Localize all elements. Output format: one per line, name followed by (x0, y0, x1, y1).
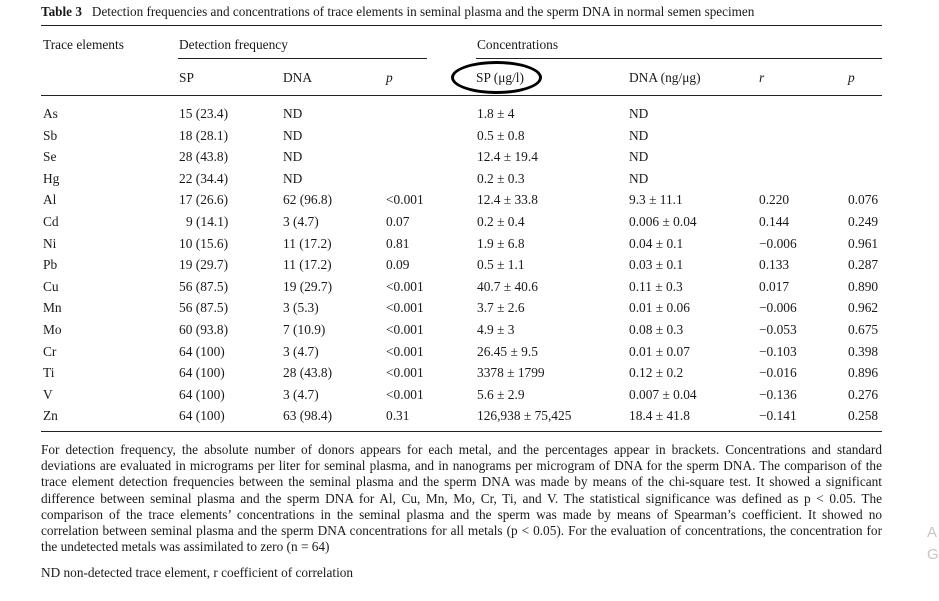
cell-detection-sp: 15 (23.4) (179, 106, 229, 121)
cell-concentration-sp: 4.9 ± 3 (477, 322, 515, 337)
table-title: Detection frequencies and concentrations of trace elements in seminal plasma and the sperm DNA in normal semen specimen (91, 4, 755, 19)
cell-correlation-p: 0.249 (848, 214, 879, 229)
cell-detection-sp: 19 (29.7) (179, 257, 229, 273)
cell-detection-dna: 19 (29.7) (283, 278, 333, 294)
header-detection-frequency: Detection frequency (179, 37, 288, 52)
cell-detection-sp: 56 (87.5) (179, 300, 229, 316)
cell-element: Se (43, 149, 57, 165)
cell-concentration-dna: 0.12 ± 0.2 (629, 365, 684, 381)
footnote-abbreviations: ND non-detected trace element, r coefficient of correlation (41, 565, 354, 580)
cell-element: Sb (43, 127, 58, 143)
cell-element: Ni (43, 235, 57, 251)
cell-concentration-dna: 0.08 ± 0.3 (629, 322, 684, 337)
cell-detection-dna: 7 (10.9) (283, 322, 326, 337)
cell-correlation-r: 0.133 (759, 257, 790, 273)
cell-detection-dna: 3 (4.7) (283, 343, 319, 359)
cell-detection-p: 0.09 (386, 257, 410, 273)
cell-element: Cu (43, 278, 59, 294)
header-p2: p (848, 70, 855, 85)
cell-correlation-r: −0.141 (759, 408, 797, 424)
cell-detection-dna: 62 (96.8) (283, 192, 333, 208)
cell-correlation-r: −0.006 (759, 235, 797, 251)
top-rule (41, 25, 882, 26)
cell-element: Al (43, 192, 57, 208)
cell-concentration-dna: 0.007 ± 0.04 (629, 386, 697, 402)
cell-element: Ti (43, 365, 55, 381)
cell-detection-dna: 63 (98.4) (283, 408, 333, 424)
cell-concentration-sp: 1.9 ± 6.8 (477, 235, 525, 251)
header-trace-elements: Trace elements (43, 37, 124, 52)
cell-element: V (43, 386, 53, 402)
cell-detection-dna: ND (283, 149, 303, 165)
cell-concentration-sp: 3.7 ± 2.6 (477, 300, 525, 316)
header-concentrations: Concentrations (477, 37, 559, 52)
cell-concentration-dna: ND (629, 149, 649, 165)
table-label: Table 3 (41, 4, 82, 19)
cell-concentration-sp: 5.6 ± 2.9 (477, 386, 525, 402)
detection-frequency-underline (178, 58, 427, 59)
cell-correlation-p: 0.962 (848, 300, 879, 316)
highlight-ellipse (451, 61, 542, 94)
cell-detection-sp: 64 (100) (179, 343, 225, 359)
cell-detection-p: <0.001 (386, 192, 424, 208)
cell-concentration-dna: ND (629, 106, 649, 121)
cell-concentration-sp: 1.8 ± 4 (477, 106, 515, 121)
cell-correlation-p: 0.276 (848, 386, 879, 402)
cell-concentration-dna: ND (629, 170, 649, 186)
header-dna-unit: DNA (ng/μg) (629, 70, 701, 85)
cell-correlation-p: 0.675 (848, 322, 879, 337)
header-r: r (759, 70, 765, 85)
cell-correlation-p: 0.961 (848, 235, 879, 251)
cell-concentration-sp: 12.4 ± 33.8 (477, 192, 538, 208)
cell-concentration-sp: 126,938 ± 75,425 (477, 408, 572, 424)
cell-correlation-r: −0.006 (759, 300, 797, 316)
cell-correlation-p: 0.896 (848, 365, 879, 381)
cell-element: Mo (43, 322, 62, 337)
cell-detection-sp: 17 (26.6) (179, 192, 229, 208)
concentrations-underline (476, 58, 882, 59)
cell-detection-p: <0.001 (386, 365, 424, 381)
header-rule (41, 95, 882, 96)
cell-detection-dna: 3 (4.7) (283, 214, 319, 229)
cell-element: As (43, 106, 58, 121)
cell-concentration-sp: 40.7 ± 40.6 (477, 278, 538, 294)
cell-element: Cd (43, 214, 59, 229)
cell-concentration-sp: 3378 ± 1799 (477, 365, 545, 381)
cell-concentration-sp: 0.5 ± 0.8 (477, 127, 525, 143)
cell-correlation-r: −0.103 (759, 343, 797, 359)
side-letter-g: G (927, 546, 939, 563)
cell-element: Zn (43, 408, 58, 424)
cell-concentration-sp: 12.4 ± 19.4 (477, 149, 538, 165)
cell-detection-dna: 11 (17.2) (283, 257, 332, 273)
cell-element: Cr (43, 343, 57, 359)
cell-detection-dna: 11 (17.2) (283, 235, 332, 251)
cell-correlation-r: 0.220 (759, 192, 790, 208)
cell-detection-p: <0.001 (386, 343, 424, 359)
cell-detection-p: 0.31 (386, 408, 410, 424)
cell-detection-sp: 28 (43.8) (179, 149, 229, 165)
cell-concentration-sp: 0.2 ± 0.4 (477, 214, 525, 229)
cell-correlation-r: 0.017 (759, 278, 790, 294)
cell-detection-p: <0.001 (386, 300, 424, 316)
header-dna: DNA (283, 70, 313, 85)
cell-concentration-dna: 0.04 ± 0.1 (629, 235, 684, 251)
cell-concentration-dna: 9.3 ± 11.1 (629, 192, 683, 208)
footnote-text: For detection frequency, the absolute number of donors appears for each metal, and the percentages appear in brackets. Concentrations and standard deviations are evaluated in micrograms per liter for seminal plasma, and in nanograms per microgram of DNA for the sperm DNA. The comparison of the trace element detection frequencies between the seminal plasma and the sperm DNA was made by means of the chi-square test. It showed a significant difference between seminal plasma and the sperm DNA for Al, Cu, Mn, Mo, Cr, Ti, and V. The statistical significance was defined as p < 0.05. The comparison of the trace elements’ concentrations in the seminal plasma and the sperm was made by means of Spearman’s coefficient. It showed no correlation between seminal plasma and the sperm DNA concentrations for all metals (p < 0.05). For the evaluation of concentrations, the concentration for the undetected metals was assimilated to zero (n = 64) (41, 442, 882, 555)
cell-correlation-r: 0.144 (759, 214, 790, 229)
bottom-rule (41, 431, 882, 432)
header-p: p (386, 70, 393, 85)
cell-correlation-p: 0.076 (848, 192, 879, 208)
cell-correlation-p: 0.398 (848, 343, 879, 359)
cell-detection-p: <0.001 (386, 386, 424, 402)
cell-detection-p: 0.07 (386, 214, 410, 229)
cell-detection-sp: 22 (34.4) (179, 170, 229, 186)
cell-detection-sp: 64 (100) (179, 408, 225, 424)
cell-detection-sp: 64 (100) (179, 386, 225, 402)
cell-detection-dna: 28 (43.8) (283, 365, 333, 381)
cell-correlation-p: 0.890 (848, 278, 879, 294)
cell-concentration-sp: 0.2 ± 0.3 (477, 170, 525, 186)
cell-concentration-sp: 26.45 ± 9.5 (477, 343, 538, 359)
cell-detection-sp: 64 (100) (179, 365, 225, 381)
cell-concentration-dna: ND (629, 127, 649, 143)
cell-detection-p: <0.001 (386, 278, 424, 294)
cell-concentration-sp: 0.5 ± 1.1 (477, 257, 525, 273)
cell-detection-dna: ND (283, 106, 303, 121)
cell-detection-p: 0.81 (386, 235, 410, 251)
cell-detection-sp: 18 (28.1) (179, 127, 229, 143)
header-sp: SP (179, 70, 194, 85)
cell-concentration-dna: 18.4 ± 41.8 (629, 408, 690, 424)
cell-correlation-p: 0.287 (848, 257, 879, 273)
cell-detection-p: <0.001 (386, 322, 424, 337)
cell-correlation-r: −0.136 (759, 386, 797, 402)
cell-correlation-r: −0.053 (759, 322, 797, 337)
cell-element: Hg (43, 170, 60, 186)
cell-correlation-r: −0.016 (759, 365, 797, 381)
cell-detection-sp: 10 (15.6) (179, 235, 229, 251)
cell-concentration-dna: 0.01 ± 0.06 (629, 300, 690, 316)
side-letter-a: A (927, 524, 938, 541)
cell-element: Pb (43, 257, 58, 273)
cell-concentration-dna: 0.006 ± 0.04 (629, 214, 697, 229)
cell-detection-dna: 3 (5.3) (283, 300, 319, 316)
cell-detection-dna: ND (283, 170, 303, 186)
header-sp-unit: SP (μg/l) (476, 70, 524, 85)
cell-detection-sp: 56 (87.5) (179, 278, 229, 294)
table-caption (41, 4, 754, 20)
cell-correlation-p: 0.258 (848, 408, 879, 424)
cell-element: Mn (43, 300, 62, 316)
cell-detection-dna: 3 (4.7) (283, 386, 319, 402)
cell-concentration-dna: 0.03 ± 0.1 (629, 257, 684, 273)
cell-concentration-dna: 0.11 ± 0.3 (629, 278, 683, 294)
cell-detection-sp: 9 (14.1) (186, 214, 229, 229)
cell-detection-sp: 60 (93.8) (179, 322, 229, 337)
cell-concentration-dna: 0.01 ± 0.07 (629, 343, 690, 359)
cell-detection-dna: ND (283, 127, 303, 143)
